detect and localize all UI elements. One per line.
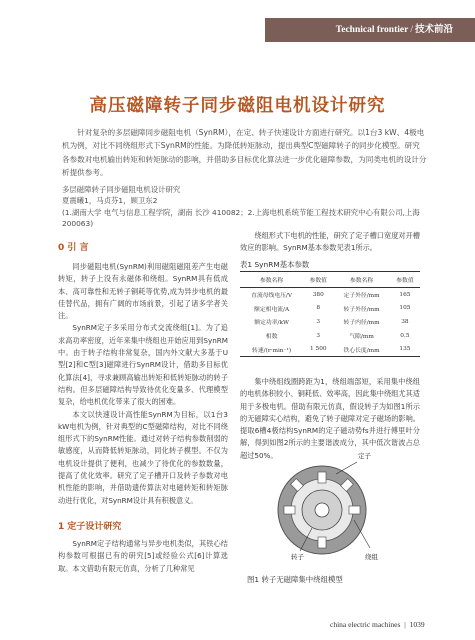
leader-line bbox=[336, 462, 357, 474]
right-column-top bbox=[240, 230, 420, 255]
keywords: 多层磁障转子同步磁阻电机设计研究 bbox=[62, 185, 181, 194]
table-cell: 38 bbox=[401, 318, 409, 325]
table-caption: 表1 SynRM基本参数 bbox=[240, 260, 310, 269]
table-row bbox=[240, 342, 420, 356]
table-cell: 135 bbox=[390, 342, 420, 356]
table-cell: 105 bbox=[399, 305, 411, 312]
table-cell: 3 bbox=[316, 332, 321, 339]
table-header-cell: 参数名称 bbox=[333, 272, 390, 288]
table-header-cell: 参数名称 bbox=[240, 272, 303, 288]
table-cell: 转速/(r·min⁻¹) bbox=[240, 342, 303, 356]
section-heading-design: 1 定子设计研究 bbox=[58, 522, 122, 532]
paragraph: 同步磁阻电机(SynRM)利用磁阻磁阻差产生电磁转矩，转子上没有永磁体和绕组。SynRM具有低成本、高可靠性和无转子铜耗等优势,成为异步电机的最佳替代品，拥有广阔的市场前景，引起了诸多学者关注。 bbox=[58, 262, 228, 321]
table-cell: 0.5 bbox=[400, 332, 410, 339]
authors: 夏震曦1，马贞芬1，顾卫东2 bbox=[62, 196, 158, 206]
metadata-block bbox=[62, 184, 422, 229]
table-row bbox=[240, 329, 420, 343]
parameter-table bbox=[240, 271, 420, 357]
paragraph: SynRM定子多采用分布式交流绕组[1]。为了追求高功率密度，近年来集中绕组也开始应用到SynRM中。由于转子结构非常复杂，国内外文献大多基于U型[2]和C型[3]磁障进行SynRM设计，借助多目标优化算法[4]，寻求兼顾高输出转矩和低转矩脉动的转子结构。但多层磁障结构导致待优化变量多、代理模型复杂，给电机优化带来了很大的困难。 bbox=[58, 323, 228, 407]
right-column-body bbox=[240, 376, 420, 462]
figure-caption: 图1 转子无磁障集中绕组模型 bbox=[247, 575, 343, 584]
affiliations: (1.湖南大学 电气与信息工程学院，湖南 长沙 410082；2.上海电机系统节能工程技术研究中心有限公司,上海 200063) bbox=[62, 207, 420, 228]
table-cell: 额定相电流/A bbox=[254, 306, 290, 313]
table-header-row bbox=[240, 272, 420, 288]
abstract: 针对复杂的多层磁障同步磁阻电机（SynRM），在定、转子快速设计方面进行研究。以1台3 kW、4极电机为例，对比不同绕组形式下SynRM的性能。为降低转矩脉动，提出典型C型磁障转子的同步化模型。研究各参数对电机输出转矩和转矩脉动的影响，并借助多目标优化算法进一步优化磁障参数，为同类电机的设计分析提供参考。 bbox=[62, 128, 427, 177]
table-cell: 额定功率/kW bbox=[254, 320, 289, 327]
paragraph: 本文以快速设计高性能SynRM为目标，以1台3 kW电机为例，针对典型的C型磁障结构，对比不同绕组形式下的SynRM性能。通过对转子结构参数削弱的敏感度，从而降低转矩脉动，同化转子模型。不仅为电机设计提供了便利，也减少了待优化的参数数量，提高了优化效率。研究了定子槽开口及转子参数对电机性能的影响，并借助遗传算法对电磁转矩和转矩脉动进行优化，对SynRM设计具有积极意义。 bbox=[58, 409, 228, 505]
table-cell: 转子内径/mm bbox=[343, 320, 380, 327]
section-header-banner: Technical frontier / 技术前沿 bbox=[265, 18, 475, 42]
table-cell: 380 bbox=[312, 291, 324, 298]
table-cell: 1 500 bbox=[303, 342, 333, 356]
motor-cross-section-figure bbox=[262, 458, 382, 558]
paragraph: 集中绕组线圈跨距为1，绕组端部短，采用集中绕组的电机体积较小、铜耗低、效率高，因此集中绕组尤其适用于多极电机。借助有限元仿真，假设转子为如图1所示的无磁障实心结构，避免了转子磁障对定子磁场的影响。提取6槽4极结构SynRM的定子磁动势fs并进行傅里叶分解，得到如图2所示的主要谐波成分，其中低次谐波占总超过50%。 bbox=[240, 377, 420, 460]
label-stator: 定子 bbox=[358, 452, 371, 460]
paragraph: SynRM定子结构通常与异步电机类似，其铁心结构参数可根据已有的研究[5]或经验公式[6]计算选取。本文借助有限元仿真，分析了几种常见 bbox=[58, 539, 228, 573]
table-cell: 铁心长度/mm bbox=[333, 342, 390, 356]
table-cell: 定子外径/mm bbox=[343, 293, 380, 300]
paragraph: 绕组形式下电机的性能，研究了定子槽口宽度对开槽效应的影响。SynRM基本参数见表1所示。 bbox=[240, 231, 420, 253]
table-header-cell: 参数值 bbox=[390, 272, 420, 288]
left-column-intro bbox=[58, 261, 228, 507]
section-heading-intro: 0 引 言 bbox=[58, 243, 89, 253]
page-number: 1039 bbox=[409, 620, 425, 629]
header-en: Technical frontier bbox=[335, 25, 409, 35]
table-cell: 165 bbox=[399, 291, 411, 298]
table-header-cell: 参数值 bbox=[303, 272, 333, 288]
header-zh: 技术前沿 bbox=[414, 25, 453, 35]
left-column-design bbox=[58, 538, 228, 575]
label-winding: 绕组 bbox=[365, 553, 378, 561]
table-cell: 8 bbox=[316, 305, 321, 312]
table-row bbox=[240, 288, 420, 302]
table-row bbox=[240, 302, 420, 316]
page-footer: china electric machines | 1039 bbox=[330, 620, 425, 629]
journal-name: china electric machines bbox=[330, 620, 401, 629]
table-cell: 直流母线电压/V bbox=[251, 293, 293, 300]
label-rotor: 转子 bbox=[291, 553, 304, 561]
table-cell: 气隙/mm bbox=[349, 334, 374, 341]
rotor-body bbox=[302, 490, 342, 530]
table-cell: 转子外径/mm bbox=[343, 306, 380, 313]
table-cell: 3 bbox=[316, 318, 321, 325]
table-cell: 相数 bbox=[265, 334, 278, 341]
table-row bbox=[240, 315, 420, 329]
paper-title: 高压磁障转子同步磁阻电机设计研究 bbox=[89, 96, 386, 116]
